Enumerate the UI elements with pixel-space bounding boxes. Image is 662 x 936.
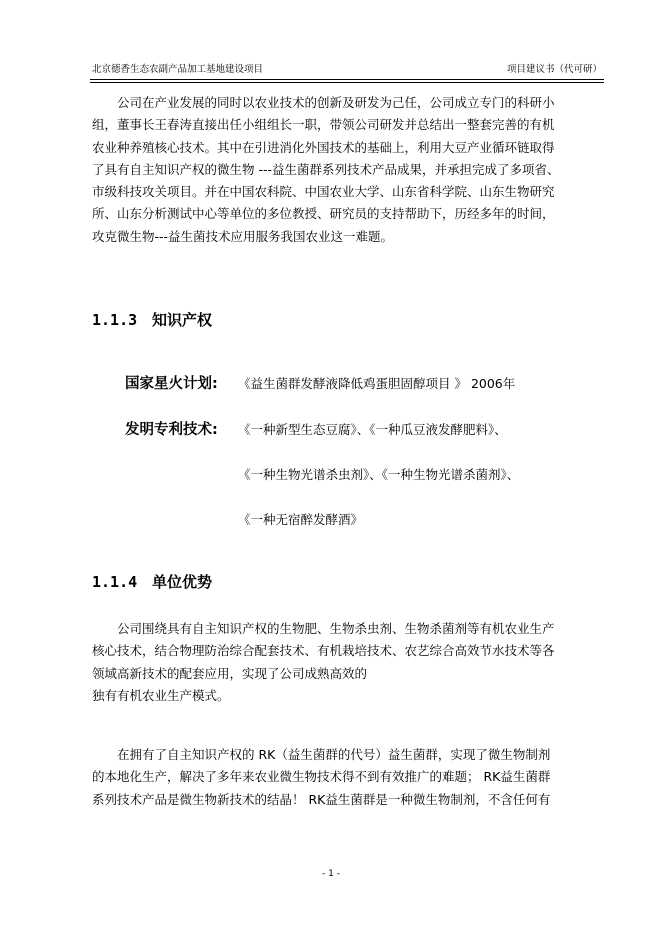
advantage-line: 独有有机农业生产模式。 [92,687,230,703]
intro-line: 攻克微生物---益生菌技术应用服务我国农业这一难题。 [92,228,394,244]
intro-line: 所、山东分析测试中心等单位的多位教授、研究员的支持帮助下，历经多年的时间， [92,206,555,222]
rk-line: 在拥有了自主知识产权的 RK（益生菌群的代号）益生菌群，实现了微生物制剂 [117,747,551,762]
intro-line: 了具有自主知识产权的微生物 ---益生菌群系列技术产品成果，并承担完成了多项省、 [92,161,560,177]
page-number: - 1 - [322,869,340,879]
advantage-paragraph [92,618,592,707]
header-project-name: 北京德香生态农副产品加工基地建设项目 [92,64,264,75]
patent-label: 发明专利技术: [125,422,218,438]
intro-line: 组，董事长王春涛直接出任小组组长一职，带领公司研发并总结出一整套完善的有机 [92,117,555,133]
rk-line: 的本地化生产，解决了多年来农业微生物技术得不到有效推广的难题； RK益生菌群 [92,769,551,785]
spark-plan-label: 国家星火计划: [125,376,218,392]
spark-plan-text: 《益生菌群发酵液降低鸡蛋胆固醇项目 》 2006年 [238,376,516,391]
header-doc-type: 项目建议书（代可研） [506,64,602,75]
intro-paragraph [92,92,592,248]
section-heading-advantage [92,571,212,592]
section-title: 单位优势 [152,573,213,591]
section-title: 知识产权 [152,311,213,329]
patent-line: 《一种新型生态豆腐》、《一种瓜豆液发酵肥料》、 [238,422,507,437]
header-rule-thick [90,79,604,80]
rk-paragraph [92,744,592,811]
advantage-line: 公司围绕具有自主知识产权的生物肥、生物杀虫剂、生物杀菌剂等有机农业生产 [117,621,555,636]
patent-line: 《一种生物光谱杀虫剂》、《一种生物光谱杀菌剂》、 [238,467,520,482]
intro-line: 农业种养殖核心技术。其中在引进消化外国技术的基础上，利用大豆产业循环链取得 [92,139,555,155]
section-number: 1.1.4 [92,573,138,591]
section-heading-ip [92,309,212,330]
advantage-line: 核心技术，结合物理防治综合配套技术、有机栽培技术、农艺综合高效节水技术等各 [92,643,555,659]
intro-line: 公司在产业发展的同时以农业技术的创新及研发为己任，公司成立专门的科研小 [117,95,555,110]
section-number: 1.1.3 [92,311,138,329]
intro-line: 市级科技攻关项目。并在中国农科院、中国农业大学、山东省科学院、山东生物研究 [92,184,555,200]
rk-line: 系列技术产品是微生物新技术的结晶！ RK益生菌群是一种微生物制剂，不含任何有 [92,791,551,807]
patent-line: 《一种无宿醉发酵酒》 [238,512,364,527]
header-rule-thin [90,82,604,83]
advantage-line: 领域高新技术的配套应用，实现了公司成熟高效的 [92,665,368,681]
